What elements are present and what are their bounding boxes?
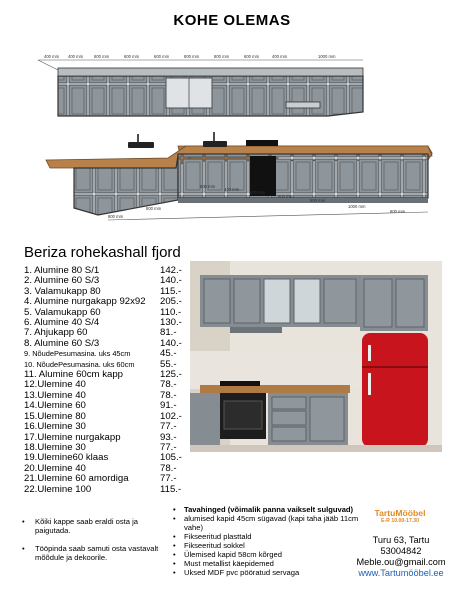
product-subtitle: Beriza rohekashall fjord <box>24 244 181 261</box>
lower-cabinets-main <box>178 154 428 198</box>
dimension-label-top: 600 mm <box>94 54 110 59</box>
item-name: 4. Alumine nurgakapp 92x92 <box>24 297 146 308</box>
item-price: 140.- <box>160 337 182 349</box>
note-item: • Tööpinda saab samuti osta vastavalt mõõdule ja dekoorile. <box>22 544 162 563</box>
item-name: 3. Valamukapp 80 <box>24 286 101 297</box>
item-price: 93.- <box>160 431 177 443</box>
item-name: 6. Alumine 40 S/4 <box>24 318 100 329</box>
item-name: 2. Alumine 60 S/3 <box>24 276 100 287</box>
item-name: 15.Ülemine 80 <box>24 411 86 422</box>
dimension-label-bottom: 800 mm <box>146 206 162 211</box>
item-name: 14.Ülemine 60 <box>24 401 86 412</box>
item-price: 78.- <box>160 462 177 474</box>
item-name: 11. Alumine 60cm kapp <box>24 370 124 381</box>
note-item: • Kõiki kappe saab eraldi osta ja paigutada. <box>22 517 162 536</box>
dimension-label-bottom: 800 mm <box>108 214 124 219</box>
page-title: KOHE OLEMAS <box>173 12 291 29</box>
feature-item: • Fikseeritud sokkel <box>173 541 363 550</box>
dimension-label-top: 600 mm <box>124 54 140 59</box>
dimension-label-bottom: 600 mm <box>250 190 266 195</box>
feature-item: • Must metallist käepidemed <box>173 559 363 568</box>
item-price: 78.- <box>160 389 177 401</box>
dimension-label-top: 800 mm <box>184 54 200 59</box>
features-list <box>173 505 363 577</box>
brand-logo-text: TartuMööbel <box>374 508 426 518</box>
price-list-item <box>24 422 190 432</box>
red-fridge <box>362 333 428 447</box>
item-price: 105.- <box>160 452 182 464</box>
dimension-label-bottom: 800 mm <box>390 209 406 214</box>
dimension-label-top: 800 mm <box>214 54 230 59</box>
dimension-label-bottom: 400 mm <box>224 187 240 192</box>
dimension-label-top: 600 mm <box>244 54 260 59</box>
website-link[interactable]: www.Tartumööbel.ee <box>358 568 444 578</box>
item-name: 21.Ülemine 60 amordiga <box>24 474 129 485</box>
item-price: 130.- <box>160 317 182 329</box>
price-list-item <box>24 474 190 484</box>
dimension-label-top: 400 mm <box>68 54 84 59</box>
contact-block <box>346 535 456 579</box>
item-name: 9. NõudePesumasina. uks 45cm <box>24 349 131 359</box>
item-name: 7. Ahjukapp 60 <box>24 328 88 339</box>
feature-item: • alumised kapid 45cm sügavad (kapi taha jääb 11cm vahe) <box>173 514 363 532</box>
price-list <box>24 266 190 495</box>
item-price: 142.- <box>160 265 182 276</box>
dimension-label-top: 400 mm <box>272 54 288 59</box>
item-price: 115.- <box>160 483 182 495</box>
item-name: 20.Ülemine 40 <box>24 463 86 474</box>
item-name: 10. NõudePesumasina. uks 60cm <box>24 359 135 369</box>
item-name: 19.Ülemine60 klaas <box>24 453 109 464</box>
item-price: 140.- <box>160 275 182 287</box>
item-price: 102.- <box>160 410 182 422</box>
item-price: 81.- <box>160 327 177 339</box>
item-price: 77.- <box>160 421 177 433</box>
item-name: 16.Ülemine 30 <box>24 422 86 433</box>
dimension-label-top: 600 mm <box>154 54 170 59</box>
kitchen-layout-drawing <box>28 50 438 225</box>
item-price: 115.- <box>160 285 182 297</box>
item-name: 8. Alumine 60 S/3 <box>24 338 100 349</box>
item-price: 77.- <box>160 473 177 485</box>
address: Turu 63, Tartu <box>372 535 430 545</box>
item-price: 205.- <box>160 296 182 308</box>
feature-item: • Tavahinged (võimalik panna vaikselt sulguvad) <box>173 505 363 514</box>
feature-item: • Ülemised kapid 58cm kõrged <box>173 550 363 559</box>
feature-item: • Fikseeritud plasttald <box>173 532 363 541</box>
item-name: 5. Valamukapp 60 <box>24 307 101 318</box>
email: Meble.ou@gmail.com <box>356 557 446 567</box>
item-price: 45.- <box>160 348 177 360</box>
dimension-label-top: 1000 mm <box>318 54 336 59</box>
feature-item: • Uksed MDF pvc pööratud servaga <box>173 568 363 577</box>
kitchen-photo <box>190 261 442 452</box>
item-name: 12.Ülemine 40 <box>24 380 86 391</box>
notes-list <box>22 517 162 571</box>
item-name: 1. Alumine 80 S/1 <box>24 266 100 276</box>
dimension-label-bottom: 600 mm <box>278 194 294 199</box>
dimension-label-bottom: 1000 mm <box>348 204 366 209</box>
item-name: 13.Ülemine 40 <box>24 390 86 401</box>
item-price: 125.- <box>160 369 182 381</box>
item-price: 91.- <box>160 400 177 412</box>
dimension-label-bottom: 600 mm <box>310 198 326 203</box>
item-name: 18.Ülemine 30 <box>24 442 86 453</box>
price-list-item <box>24 485 190 495</box>
item-price: 110.- <box>160 306 182 318</box>
dimension-label-top: 400 mm <box>44 54 60 59</box>
item-name: 22.Ülemine 100 <box>24 484 92 495</box>
dimension-label-bottom: 600 mm <box>200 184 216 189</box>
opening-hours: E-R 10.00-17.30 <box>380 518 420 524</box>
phone: 53004842 <box>380 546 422 556</box>
item-price: 55.- <box>160 358 177 370</box>
item-name: 17.Ülemine nurgakapp <box>24 432 121 443</box>
item-price: 77.- <box>160 441 177 453</box>
item-price: 78.- <box>160 379 177 391</box>
